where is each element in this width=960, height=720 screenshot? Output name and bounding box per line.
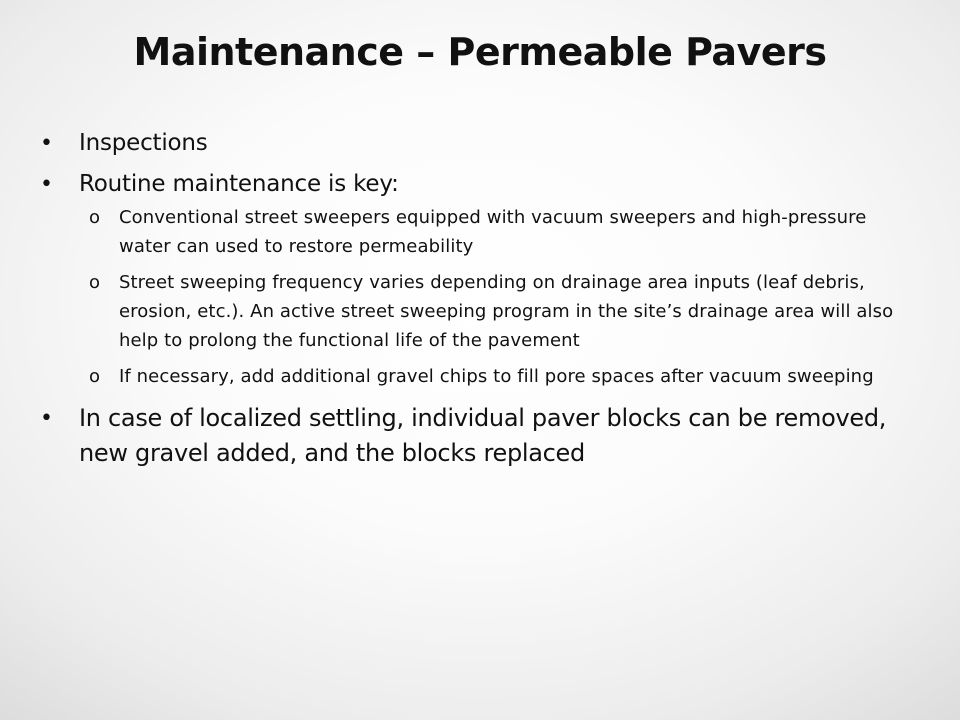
sub-bullet-text: If necessary, add additional gravel chips to fill pore spaces after vacuum sweeping — [119, 366, 874, 387]
sub-bullet-circle-icon: o — [89, 366, 101, 387]
bullet-text: Inspections — [79, 130, 208, 156]
bullet-dot-icon: • — [40, 131, 53, 156]
slide-title: Maintenance – Permeable Pavers — [133, 30, 827, 74]
slide-body — [40, 126, 920, 471]
sub-bullet-circle-icon: o — [89, 272, 101, 293]
sub-bullet-item-frequency — [40, 268, 920, 355]
sub-bullet-item-sweepers — [40, 203, 920, 261]
sub-bullet-text: Street sweeping frequency varies depending on drainage area inputs (leaf debris, erosion, etc.). An active street sweeping program in the site’s drainage area will also help to prolong the functional life of the pavement — [119, 272, 894, 351]
bullet-text: In case of localized settling, individual paver blocks can be removed, new gravel added, and the blocks replaced — [79, 404, 887, 467]
bullet-item-localized-settling — [40, 401, 920, 471]
sub-bullet-circle-icon: o — [89, 207, 101, 228]
sub-bullet-text: Conventional street sweepers equipped with vacuum sweepers and high-pressure water can used to restore permeability — [119, 207, 867, 257]
bullet-item-inspections — [40, 126, 920, 161]
bullet-dot-icon: • — [40, 172, 53, 197]
sub-bullet-item-gravel-chips — [40, 362, 920, 391]
bullet-item-routine-maintenance — [40, 167, 920, 202]
bullet-text: Routine maintenance is key: — [79, 171, 399, 197]
bullet-dot-icon: • — [40, 406, 53, 431]
